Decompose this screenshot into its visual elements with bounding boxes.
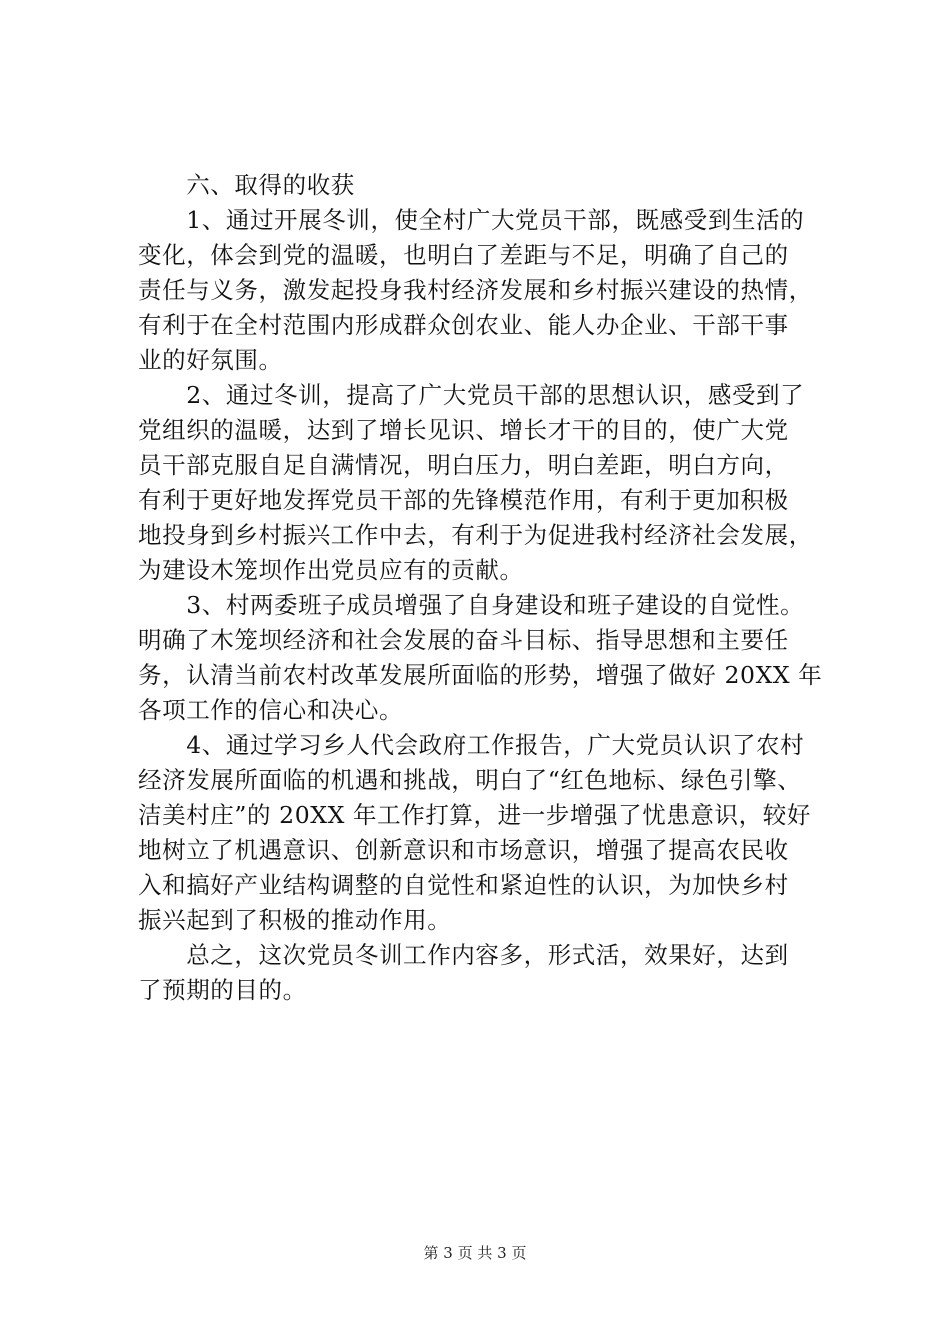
text-line: 明确了木笼坝经济和社会发展的奋斗目标、指导思想和主要任 [138,626,789,654]
text-line: 了预期的目的。 [138,976,307,1004]
text-line: 业的好氛围。 [138,346,283,374]
page-number: 第 3 页 共 3 页 [423,1244,527,1262]
text-line: 振兴起到了积极的推动作用。 [138,906,452,934]
text-line: 经济发展所面临的机遇和挑战，明白了“红色地标、绿色引擎、 [138,766,802,794]
text-line: 洁美村庄”的 20XX 年工作打算，进一步增强了忧患意识，较好 [138,801,811,829]
text-line: 1、通过开展冬训，使全村广大党员干部，既感受到生活的 [138,206,805,234]
text-line: 入和搞好产业结构调整的自觉性和紧迫性的认识，为加快乡村 [138,871,789,899]
text-line: 有利于在全村范围内形成群众创农业、能人办企业、干部干事 [138,311,789,339]
page-footer [0,1243,950,1263]
document-body [138,168,838,1008]
text-line: 变化，体会到党的温暖，也明白了差距与不足，明确了自己的 [138,241,789,269]
text-line: 员干部克服自足自满情况，明白压力，明白差距，明白方向， [138,451,789,479]
text-line: 六、取得的收获 [138,171,355,199]
text-line: 2、通过冬训，提高了广大党员干部的思想认识，感受到了 [138,381,805,409]
text-line: 4、通过学习乡人代会政府工作报告，广大党员认识了农村 [138,731,805,759]
text-line: 有利于更好地发挥党员干部的先锋模范作用，有利于更加积极 [138,486,789,514]
text-line: 地投身到乡村振兴工作中去，有利于为促进我村经济社会发展， [138,521,813,549]
text-line: 党组织的温暖，达到了增长见识、增长才干的目的，使广大党 [138,416,789,444]
text-line: 责任与义务，激发起投身我村经济发展和乡村振兴建设的热情， [138,276,813,304]
text-line: 务，认清当前农村改革发展所面临的形势，增强了做好 20XX 年 [138,661,823,689]
text-line: 总之，这次党员冬训工作内容多，形式活，效果好，达到 [138,941,789,969]
text-line: 各项工作的信心和决心。 [138,696,404,724]
text-line: 3、村两委班子成员增强了自身建设和班子建设的自觉性。 [138,591,805,619]
text-line: 地树立了机遇意识、创新意识和市场意识，增强了提高农民收 [138,836,789,864]
text-line: 为建设木笼坝作出党员应有的贡献。 [138,556,524,584]
